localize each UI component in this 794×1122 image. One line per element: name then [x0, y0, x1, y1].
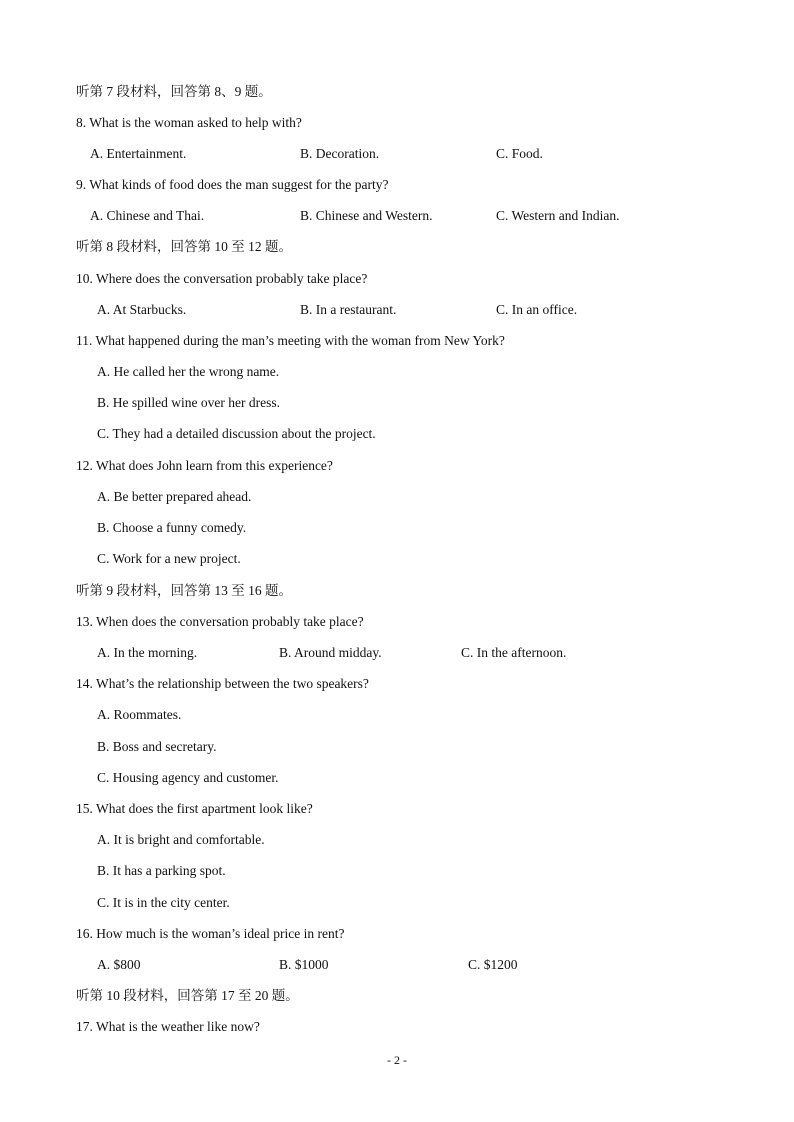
- question-10-stem: 10. Where does the conversation probably take place?: [76, 271, 368, 286]
- question-13-option-a: A. In the morning.: [97, 645, 198, 660]
- question-9-options: [90, 207, 710, 225]
- question-8-stem: 8. What is the woman asked to help with?: [76, 115, 302, 130]
- section-heading-7: 听第 7 段材料，回答第 8、9 题。: [76, 84, 272, 99]
- question-16-option-c: C. $1200: [468, 957, 518, 972]
- question-13-stem: 13. When does the conversation probably take place?: [76, 614, 364, 629]
- question-10-option-b: B. In a restaurant.: [300, 302, 397, 317]
- question-8-option-b: B. Decoration.: [300, 146, 380, 161]
- question-11-option-c: C. They had a detailed discussion about the project.: [97, 426, 376, 441]
- question-14-option-a: A. Roommates.: [97, 707, 182, 722]
- question-11-option-b: B. He spilled wine over her dress.: [97, 395, 280, 410]
- section-heading-8: 听第 8 段材料，回答第 10 至 12 题。: [76, 239, 292, 254]
- question-17-stem: 17. What is the weather like now?: [76, 1019, 260, 1034]
- section-heading-10: 听第 10 段材料，回答第 17 至 20 题。: [76, 988, 299, 1003]
- question-12-option-c: C. Work for a new project.: [97, 551, 241, 566]
- question-15-option-b: B. It has a parking spot.: [97, 863, 226, 878]
- question-12-option-a: A. Be better prepared ahead.: [97, 489, 252, 504]
- question-8-option-a: A. Entertainment.: [90, 146, 187, 161]
- question-12-option-b: B. Choose a funny comedy.: [97, 520, 247, 535]
- question-14-stem: 14. What’s the relationship between the two speakers?: [76, 676, 369, 691]
- question-9-option-c: C. Western and Indian.: [496, 208, 620, 223]
- question-16-option-a: A. $800: [97, 957, 141, 972]
- question-11-stem: 11. What happened during the man’s meeting with the woman from New York?: [76, 333, 505, 348]
- question-10-options: [97, 301, 717, 319]
- question-15-stem: 15. What does the first apartment look like?: [76, 801, 313, 816]
- question-14-option-b: B. Boss and secretary.: [97, 739, 217, 754]
- question-13-option-c: C. In the afternoon.: [461, 645, 567, 660]
- section-heading-9: 听第 9 段材料，回答第 13 至 16 题。: [76, 583, 292, 598]
- question-15-option-c: C. It is in the city center.: [97, 895, 230, 910]
- question-16-stem: 16. How much is the woman’s ideal price in rent?: [76, 926, 345, 941]
- page-number: - 2 -: [387, 1053, 407, 1067]
- question-9-option-a: A. Chinese and Thai.: [90, 208, 205, 223]
- question-10-option-c: C. In an office.: [496, 302, 578, 317]
- question-9-option-b: B. Chinese and Western.: [300, 208, 433, 223]
- question-9-stem: 9. What kinds of food does the man suggest for the party?: [76, 177, 389, 192]
- question-11-option-a: A. He called her the wrong name.: [97, 364, 280, 379]
- question-10-option-a: A. At Starbucks.: [97, 302, 187, 317]
- question-8-options: [90, 145, 710, 163]
- question-12-stem: 12. What does John learn from this experience?: [76, 458, 333, 473]
- question-15-option-a: A. It is bright and comfortable.: [97, 832, 265, 847]
- question-8-option-c: C. Food.: [496, 146, 543, 161]
- question-13-option-b: B. Around midday.: [279, 645, 382, 660]
- question-16-options: [97, 956, 717, 974]
- question-14-option-c: C. Housing agency and customer.: [97, 770, 279, 785]
- question-13-options: [97, 644, 717, 662]
- question-16-option-b: B. $1000: [279, 957, 329, 972]
